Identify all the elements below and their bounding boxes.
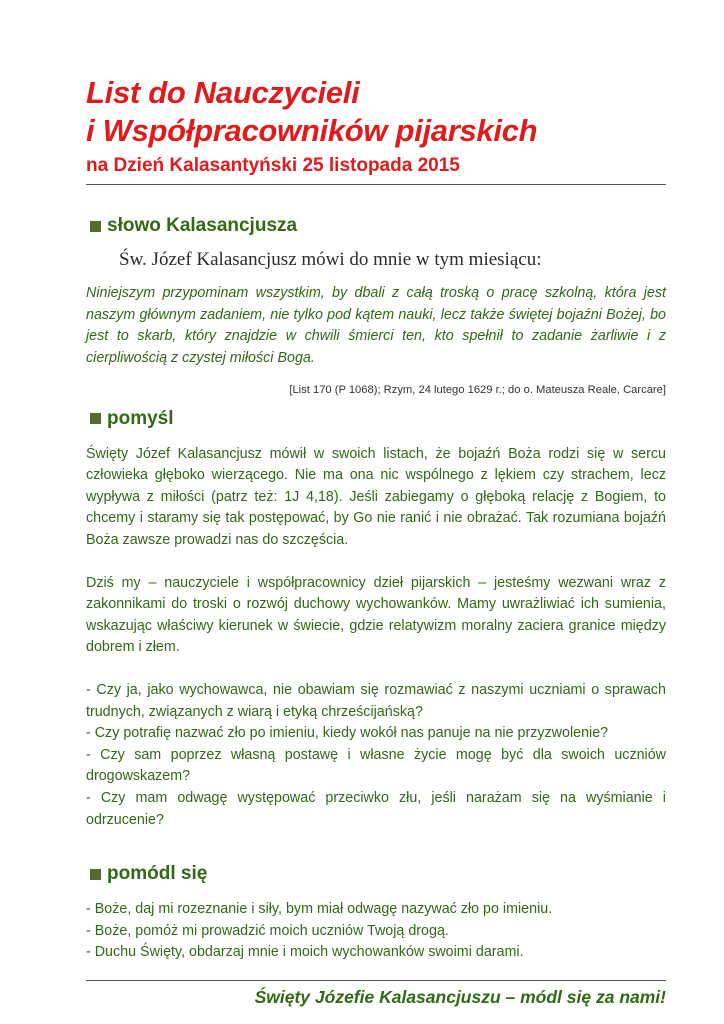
prayer-item: - Duchu Święty, obdarzaj mnie i moich wychowanków swoimi darami. xyxy=(86,944,524,961)
section-heading-label: słowo Kalasancjusza xyxy=(107,215,298,236)
section-heading-pomodl xyxy=(90,863,666,885)
title-line-2: i Współpracowników pijarskich xyxy=(86,113,538,148)
header-divider xyxy=(86,184,666,185)
reflection-paragraph-2: Dziś my – nauczyciele i współpracownicy dzieł pijarskich – jesteśmy wezwani wraz z zakonnikami do troski o rozwój duchowy wychowanków. Mamy uwrażliwiać ich sumienia, wskazując właściwy kierunek w świecie, gdzie relatywizm moralny zaciera granice między dobrem i złem. xyxy=(86,574,666,656)
question-item: - Czy ja, jako wychowawca, nie obawiam się rozmawiać z naszymi uczniami o sprawach trudnych, związanych z wiarą i etyką chrześcijańską? xyxy=(86,682,666,720)
square-bullet-icon xyxy=(90,221,101,232)
reflection-paragraph-1: Święty Józef Kalasancjusz mówił w swoich listach, że bojaźń Boża rodzi się w sercu człowieka głęboko wierzącego. Nie ma ona nic wspólnego z lękiem czy strachem, lecz wypływa z miłości (patrz też: 1J 4,18). Jeśli zabiegamy o głęboką relację z Bogiem, to chcemy i staramy się tak postępować, by Go nie ranić i nie obrażać. Tak rozumiana bojaźń Boża zawsze prowadzi nas do szczęścia. xyxy=(86,445,666,549)
question-item: - Czy sam poprzez własną postawę i własne życie mogę być dla swoich uczniów drogowskazem? xyxy=(86,746,666,785)
document-page xyxy=(86,74,666,1008)
question-item: - Czy potrafię nazwać zło po imieniu, kiedy wokół nas panuje na nie przyzwolenie? xyxy=(86,725,609,742)
square-bullet-icon xyxy=(90,869,101,880)
title-line-1: List do Nauczycieli xyxy=(86,75,360,110)
saint-quote: Niniejszym przypominam wszystkim, by dbali z całą troską o pracę szkolną, która jest naszym głównym zadaniem, nie tylko pod kątem nauki, lecz także świętej bojaźni Bożej, bo jest to skarb, który znajdzie w chwili śmierci ten, kto spełnił to zadanie żarliwie i z cierpliwością z czystej miłości Boga. xyxy=(86,285,666,366)
closing-invocation: Święty Józefie Kalasancjuszu – módl się za nami! xyxy=(254,986,666,1007)
section-heading-label: pomódl się xyxy=(107,863,208,885)
footer-divider xyxy=(86,980,666,981)
prayer-list xyxy=(86,899,666,964)
section-heading-slowo xyxy=(90,215,666,237)
document-subtitle: na Dzień Kalasantyński 25 listopada 2015 xyxy=(86,155,460,176)
square-bullet-icon xyxy=(90,413,101,424)
prayer-item: - Boże, daj mi rozeznanie i siły, bym miał odwagę nazywać zło po imieniu. xyxy=(86,901,553,918)
intro-line: Św. Józef Kalasancjusz mówi do mnie w tym miesiącu: xyxy=(119,249,542,270)
question-item: - Czy mam odwagę występować przeciwko złu, jeśli narażam się na wyśmianie i odrzucenie? xyxy=(86,789,666,828)
prayer-item: - Boże, pomóż mi prowadzić moich uczniów Twoją drogą. xyxy=(86,922,449,939)
section-heading-pomysl xyxy=(90,408,666,430)
quote-reference: [List 170 (P 1068); Rzym, 24 lutego 1629 r.; do o. Mateusza Reale, Carcare] xyxy=(289,383,666,396)
section-heading-label: pomyśl xyxy=(107,407,174,429)
question-list xyxy=(86,680,666,831)
document-title xyxy=(86,74,666,150)
